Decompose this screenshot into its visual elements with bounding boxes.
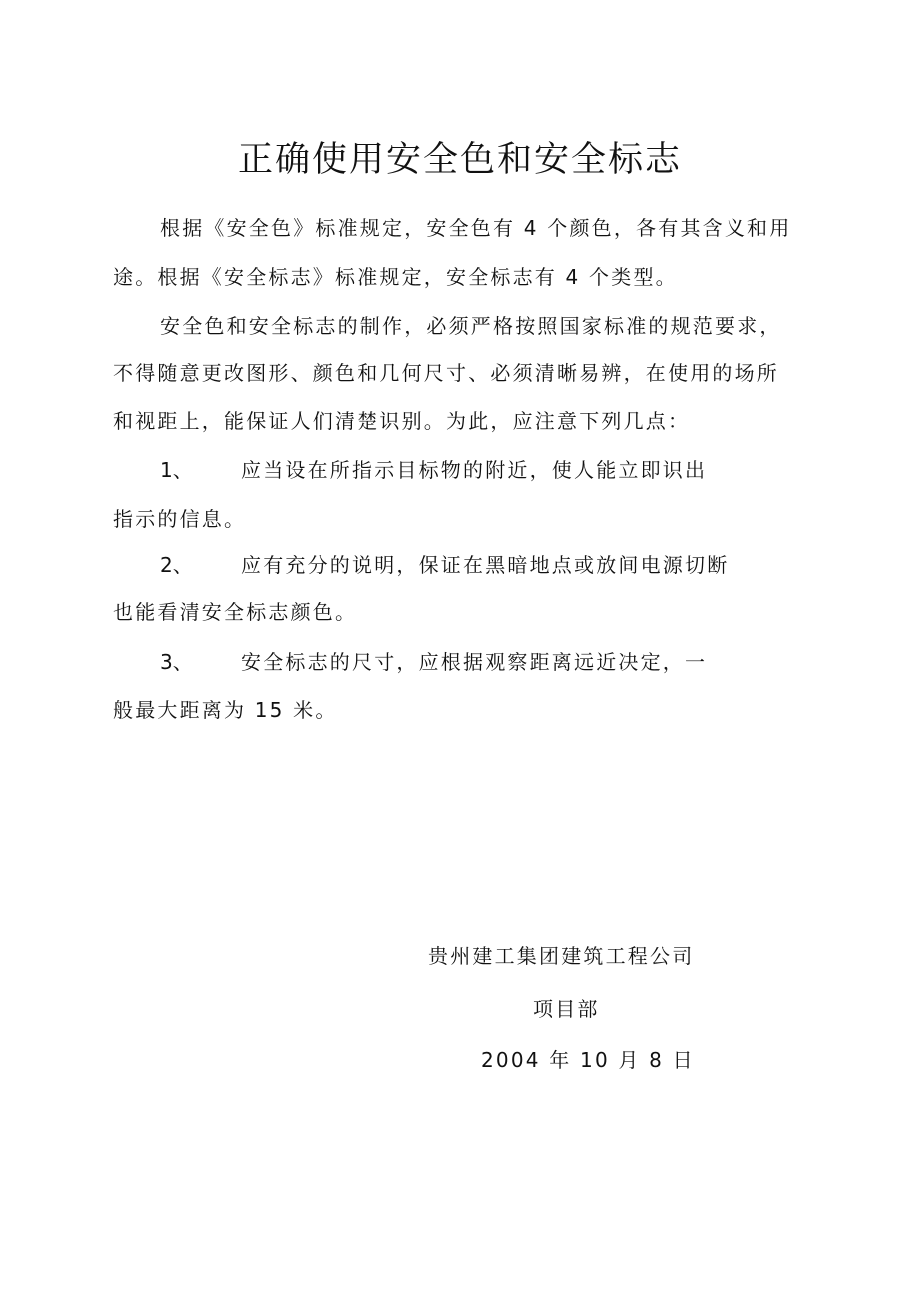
page-title: 正确使用安全色和安全标志	[237, 140, 682, 180]
paragraph-1-line-2: 途。根据《安全标志》标准规定，安全标志有 4 个类型。	[113, 265, 678, 289]
signature-company: 贵州建工集团建筑工程公司	[428, 944, 695, 968]
paragraph-1-line-1: 根据《安全色》标准规定，安全色有 4 个颜色，各有其含义和用	[160, 216, 792, 240]
signature-department: 项目部	[533, 997, 600, 1021]
paragraph-2-line-2: 不得随意更改图形、颜色和几何尺寸、必须清晰易辨，在使用的场所	[113, 361, 779, 385]
list-item-text-line-2: 也能看清安全标志颜色。	[113, 600, 358, 624]
paragraph-2-line-1: 安全色和安全标志的制作，必须严格按照国家标准的规范要求，	[160, 314, 782, 338]
list-item-text-line-1: 应当设在所指示目标物的附近，使人能立即识出	[241, 458, 708, 482]
list-item-text-line-1: 应有充分的说明，保证在黑暗地点或放间电源切断	[241, 553, 730, 577]
list-item-text-line-2: 指示的信息。	[113, 507, 247, 531]
list-item-number: 3、	[160, 650, 193, 674]
list-item-text-line-2: 般最大距离为 15 米。	[113, 698, 338, 722]
paragraph-2-line-3: 和视距上，能保证人们清楚识别。为此，应注意下列几点：	[113, 409, 691, 433]
list-item-text-line-1: 安全标志的尺寸，应根据观察距离远近决定，一	[241, 650, 708, 674]
signature-date: 2004 年 10 月 8 日	[481, 1048, 695, 1072]
list-item-number: 2、	[160, 553, 193, 577]
list-item-number: 1、	[160, 458, 193, 482]
